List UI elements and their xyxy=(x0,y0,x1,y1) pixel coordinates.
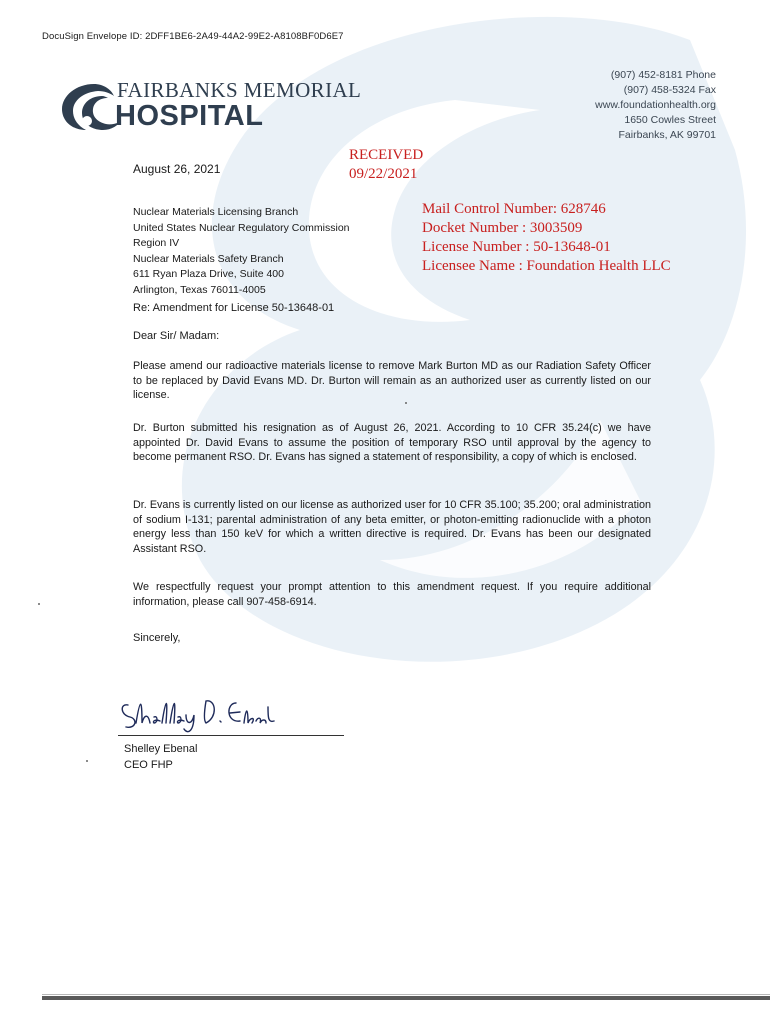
received-label: RECEIVED xyxy=(349,147,424,163)
subject-line: Re: Amendment for License 50-13648-01 xyxy=(133,302,335,314)
recipient-line: United States Nuclear Regulatory Commission xyxy=(133,221,350,234)
recipient-line: Nuclear Materials Safety Branch xyxy=(133,252,284,265)
control-info-block xyxy=(422,200,671,276)
mail-control-number: Mail Control Number: 628746 xyxy=(422,201,606,217)
body-paragraph: Dr. Burton submitted his resignation as of August 26, 2021. According to 10 CFR 35.24(c) we have appointed Dr. David Evans to assume the position of temporary RSO until approval by the agency to become permanent RSO. Dr. Evans has signed a statement of responsibility, a copy of which is enclosed. xyxy=(133,422,651,463)
website: www.foundationhealth.org xyxy=(595,99,716,111)
recipient-line: Nuclear Materials Licensing Branch xyxy=(133,206,299,218)
handwritten-signature xyxy=(118,693,278,733)
signer-name: Shelley Ebenal xyxy=(124,743,198,755)
received-stamp xyxy=(349,146,423,184)
docusign-envelope-id: DocuSign Envelope ID: 2DFF1BE6-2A49-44A2-99E2-A8108BF0D6E7 xyxy=(42,31,344,42)
scan-speck xyxy=(86,760,88,762)
scan-speck xyxy=(38,603,40,605)
scan-speck xyxy=(405,402,407,404)
contact-block xyxy=(595,68,716,143)
body-paragraph: Dr. Evans is currently listed on our license as authorized user for 10 CFR 35.100; 35.200; oral administration of sodium I-131; parental administration of any beta emitter, or photon-emitting radionuclide with a photon energy less than 150 keV for which a written directive is required. Dr. Evans has been our designated Assistant RSO. xyxy=(133,499,651,555)
signer-title: CEO FHP xyxy=(124,759,173,771)
licensee-name: Licensee Name : Foundation Health LLC xyxy=(422,258,671,274)
body-paragraph: Please amend our radioactive materials license to remove Mark Burton MD as our Radiation Safety Officer to be replaced by David Evans MD. Dr. Burton will remain as an authorized user as currently listed on our license. xyxy=(133,360,651,401)
received-date: 09/22/2021 xyxy=(349,166,418,182)
hospital-name-line1: FAIRBANKS MEMORIAL xyxy=(117,78,362,102)
closing: Sincerely, xyxy=(133,632,181,644)
phone: (907) 452-8181 Phone xyxy=(610,69,716,81)
city-state-zip: Fairbanks, AK 99701 xyxy=(618,129,716,141)
scan-edge-bar xyxy=(42,994,770,1002)
hospital-name-line2: HOSPITAL xyxy=(115,100,264,132)
recipient-line: 611 Ryan Plaza Drive, Suite 400 xyxy=(133,268,284,280)
recipient-address xyxy=(133,205,350,298)
body-paragraph: We respectfully request your prompt attention to this amendment request. If you require additional information, please call 907-458-6914. xyxy=(133,581,651,608)
signer-block xyxy=(124,741,197,773)
docket-number: Docket Number : 3003509 xyxy=(422,220,583,236)
license-number: License Number : 50-13648-01 xyxy=(422,239,611,255)
salutation: Dear Sir/ Madam: xyxy=(133,330,220,342)
letter-date: August 26, 2021 xyxy=(133,162,221,176)
signature-line xyxy=(118,735,344,736)
recipient-line: Region IV xyxy=(133,237,180,249)
recipient-line: Arlington, Texas 76011-4005 xyxy=(133,283,266,296)
fax: (907) 458-5324 Fax xyxy=(623,84,716,96)
street-address: 1650 Cowles Street xyxy=(624,114,716,126)
